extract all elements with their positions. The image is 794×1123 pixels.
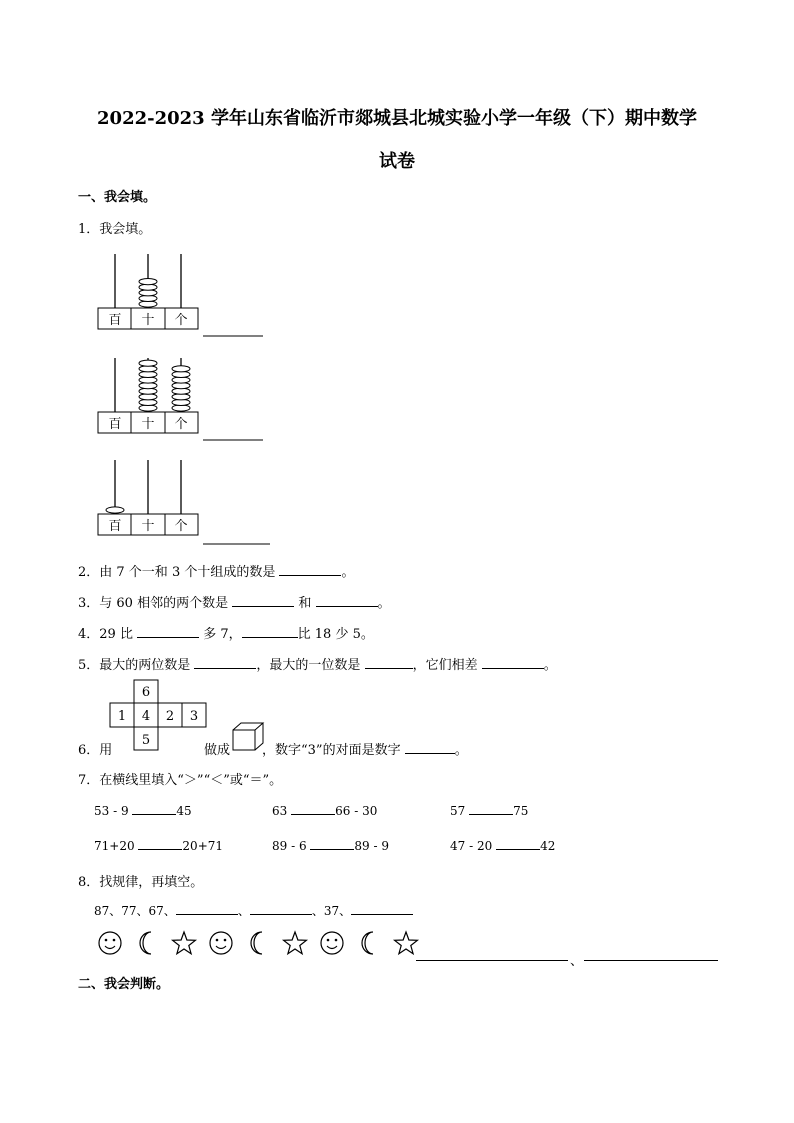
question-3-end: 。 [377, 596, 391, 611]
answer-blank[interactable] [176, 902, 238, 915]
answer-blank[interactable] [316, 594, 378, 607]
comparison-item [94, 802, 192, 818]
question-5-end: 。 [543, 658, 557, 673]
abacus-label-tens: 十 [141, 519, 155, 534]
pattern-separator: 、 [570, 954, 584, 969]
cube-net [108, 679, 208, 751]
abacus-label-hundreds: 百 [108, 519, 122, 534]
question-6-rest [262, 739, 468, 758]
question-6-text: ，数字“3”的对面是数字 [262, 743, 401, 758]
abacus-label-tens: 十 [141, 417, 155, 432]
net-face: 4 [141, 709, 151, 724]
question-6-make: 做成 [204, 743, 231, 758]
sequence-start: 87、77、67、 [94, 904, 176, 918]
abacus-1 [95, 252, 270, 338]
answer-blank[interactable] [351, 902, 413, 915]
answer-blank[interactable] [279, 563, 341, 576]
answer-blank[interactable] [138, 837, 182, 850]
abacus-bead [106, 507, 124, 513]
comparison-left: 63 [272, 804, 288, 818]
comparison-left: 47 - 20 [450, 839, 493, 853]
comparison-right: 20+71 [182, 839, 224, 853]
answer-blank[interactable] [232, 594, 294, 607]
answer-blank[interactable] [310, 837, 354, 850]
comparison-item [272, 802, 377, 818]
answer-blank[interactable] [137, 625, 199, 638]
shape-pattern [90, 928, 430, 958]
net-face: 3 [189, 709, 199, 724]
abacus-label-hundreds: 百 [108, 313, 122, 328]
comparison-left: 57 [450, 804, 466, 818]
question-4-text: 4．29 比 [78, 627, 133, 642]
section-heading-judge: 二、我会判断。 [78, 977, 170, 992]
abacus-label-ones: 个 [174, 417, 188, 432]
net-face: 1 [117, 709, 127, 724]
question-2-end: 。 [341, 565, 355, 580]
question-8: 8．找规律，再填空。 [78, 875, 204, 890]
cube-icon [231, 722, 265, 752]
question-5-mid: ，最大的一位数是 [256, 658, 361, 673]
answer-blank[interactable] [194, 656, 256, 669]
comparison-right: 89 - 9 [354, 839, 390, 853]
abacus-label-ones: 个 [174, 313, 188, 328]
abacus-label-tens: 十 [141, 313, 155, 328]
comparison-left: 89 - 6 [272, 839, 307, 853]
answer-line[interactable] [584, 960, 718, 961]
star-icon [284, 932, 307, 954]
abacus-bead [172, 366, 190, 372]
question-6-label: 6．用 [78, 743, 113, 758]
question-4-end: 比 18 少 5。 [297, 627, 374, 642]
answer-line[interactable] [416, 960, 568, 961]
star-icon [173, 932, 196, 954]
answer-blank[interactable] [405, 741, 455, 754]
moon-icon [251, 932, 262, 954]
abacus-3 [95, 458, 275, 546]
moon-icon [140, 932, 151, 954]
sequence-sep: 、 [237, 904, 250, 918]
smiley-icon [321, 932, 343, 954]
comparison-item [450, 802, 528, 818]
comparison-right: 66 - 30 [335, 804, 378, 818]
answer-blank[interactable] [365, 656, 413, 669]
net-face-bottom: 5 [141, 733, 151, 748]
comparison-right: 75 [513, 804, 529, 818]
question-2 [78, 561, 355, 580]
moon-icon [362, 932, 373, 954]
abacus-2 [95, 356, 270, 442]
answer-blank[interactable] [496, 837, 540, 850]
question-7: 7．在横线里填入“＞”“＜”或“＝”。 [78, 773, 283, 788]
comparison-right: 42 [540, 839, 556, 853]
answer-blank[interactable] [291, 802, 335, 815]
question-2-text: 2．由 7 个一和 3 个十组成的数是 [78, 565, 276, 580]
question-3 [78, 592, 391, 611]
page-title: 2022-2023 学年山东省临沂市郯城县北城实验小学一年级（下）期中数学 [97, 108, 697, 129]
abacus-label-ones: 个 [174, 519, 188, 534]
page-title-line2: 试卷 [379, 151, 415, 172]
comparison-left: 71+20 [94, 839, 135, 853]
question-5-mid2: ，它们相差 [412, 658, 478, 673]
question-1: 1．我会填。 [78, 222, 152, 237]
question-4-mid: 多 7， [203, 627, 242, 642]
comparison-item [272, 837, 389, 853]
sequence-mid: 、37、 [311, 904, 352, 918]
comparison-left: 53 - 9 [94, 804, 129, 818]
smiley-icon [210, 932, 232, 954]
question-4 [78, 623, 374, 642]
star-icon [395, 932, 418, 954]
question-3-text: 3．与 60 相邻的两个数是 [78, 596, 229, 611]
comparison-item [450, 837, 555, 853]
answer-blank[interactable] [242, 625, 298, 638]
comparison-item [94, 837, 223, 853]
answer-blank[interactable] [469, 802, 513, 815]
net-face: 2 [165, 709, 175, 724]
abacus-bead [139, 360, 157, 366]
question-6-end: 。 [454, 743, 468, 758]
abacus-bead [139, 279, 157, 285]
abacus-label-hundreds: 百 [108, 417, 122, 432]
net-face-top: 6 [141, 685, 151, 700]
question-5 [78, 654, 557, 673]
smiley-icon [99, 932, 121, 954]
question-3-and: 和 [298, 596, 312, 611]
comparison-right: 45 [176, 804, 192, 818]
number-sequence [94, 902, 413, 919]
answer-blank[interactable] [250, 902, 312, 915]
section-heading-fill: 一、我会填。 [78, 190, 157, 205]
answer-blank[interactable] [482, 656, 544, 669]
answer-blank[interactable] [132, 802, 176, 815]
question-5-text: 5．最大的两位数是 [78, 658, 191, 673]
